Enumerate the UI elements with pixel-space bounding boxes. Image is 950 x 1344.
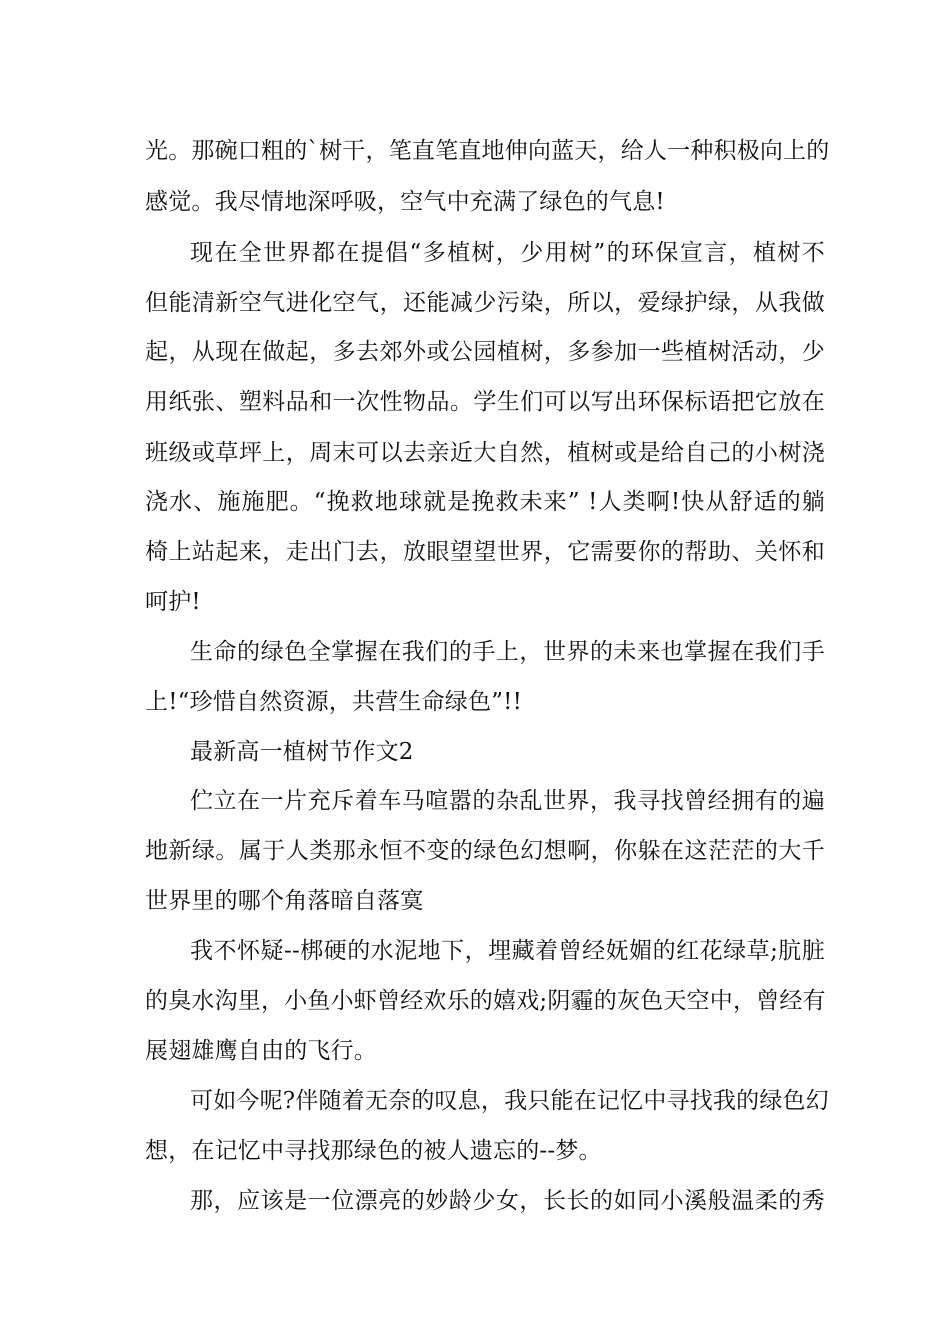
text-line: 呵护! [145, 589, 201, 615]
paragraph-first-line: 可如今呢?伴随着无奈的叹息，我只能在记忆中寻找我的绿色幻 [190, 1088, 829, 1114]
text-line: 椅上站起来，走出门去，放眼望望世界，它需要你的帮助、关怀和 [145, 539, 825, 565]
text-line: 的臭水沟里，小鱼小虾曾经欢乐的嬉戏;阴霾的灰色天空中，曾经有 [145, 988, 826, 1014]
text-line: 上!“珍惜自然资源，共营生命绿色”!! [145, 689, 523, 715]
text-line: 但能清新空气进化空气，还能减少污染，所以，爱绿护绿，从我做 [145, 290, 825, 316]
text-line: 浇水、施施肥。“挽救地球就是挽救未来” !人类啊!快从舒适的躺 [145, 489, 825, 515]
paragraph-first-line: 生命的绿色全掌握在我们的手上，世界的未来也掌握在我们手 [190, 639, 825, 665]
section-heading: 最新高一植树节作文2 [190, 739, 414, 765]
paragraph-first-line: 我不怀疑--梆硬的水泥地下，埋藏着曾经妩媚的红花绿草;肮脏 [190, 938, 825, 964]
paragraph-first-line: 伫立在一片充斥着车马喧嚣的杂乱世界，我寻找曾经拥有的遍 [190, 788, 825, 814]
text-line: 用纸张、塑料品和一次性物品。学生们可以写出环保标语把它放在 [145, 389, 825, 415]
text-line: 感觉。我尽情地深呼吸，空气中充满了绿色的气息! [145, 189, 665, 215]
text-line: 地新绿。属于人类那永恒不变的绿色幻想啊，你躲在这茫茫的大千 [145, 838, 825, 864]
text-line: 想，在记忆中寻找那绿色的被人遗忘的--梦。 [145, 1138, 602, 1164]
text-line: 光。那碗口粗的`树干，笔直笔直地伸向蓝天，给人一种积极向上的 [145, 138, 830, 164]
text-line: 世界里的哪个角落暗自落寞 [145, 888, 424, 914]
text-line: 展翅雄鹰自由的飞行。 [145, 1038, 377, 1064]
paragraph-first-line: 那，应该是一位漂亮的妙龄少女，长长的如同小溪般温柔的秀 [190, 1188, 825, 1214]
paragraph-first-line: 现在全世界都在提倡“多植树，少用树”的环保宣言，植树不 [190, 240, 825, 266]
text-line: 起，从现在做起，多去郊外或公园植树，多参加一些植树活动，少 [145, 339, 825, 365]
text-line: 班级或草坪上，周末可以去亲近大自然，植树或是给自己的小树浇 [145, 440, 825, 466]
